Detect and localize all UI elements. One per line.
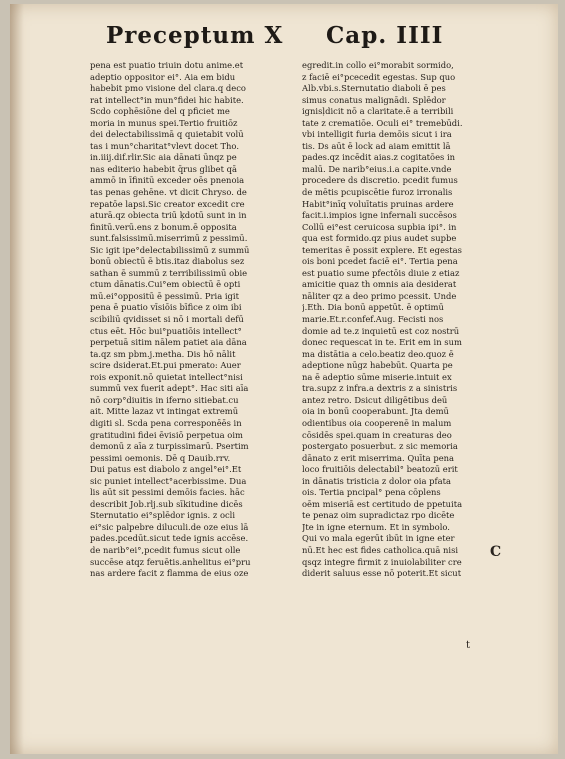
text-line: j.Eth. Dia bonū appetūt. ē optimū xyxy=(302,302,444,313)
text-line: Alb.vbi.s.Sternutatio diaboli ē pes xyxy=(302,83,446,94)
text-line: te penaz oim supradictaz rpo dicēte xyxy=(302,510,455,521)
text-line: Dui patus est diabolo z angel°ei°.Et xyxy=(90,464,242,475)
text-line: na ē adeptio sūme miserie.intuit ex xyxy=(302,371,452,382)
text-line: sic puniet intellect°acerbissime. Dua xyxy=(90,475,247,486)
text-line: ctum dānatis.Cui°em obiectū ē opti xyxy=(90,279,241,290)
text-line: dei delectabilissimā q quietabit volū xyxy=(90,129,244,140)
text-line: summū vex fuerit adept°. Hac siti aīa xyxy=(90,383,249,394)
text-line: de mētis pcupiscētie furoz irronalis xyxy=(302,187,453,198)
text-line: vbi intelligit furia demōis sicut i ira xyxy=(302,129,452,140)
text-line: domie ad te.z inquietū est coz nostrū xyxy=(302,325,460,336)
text-line: oia in bonū cooperabunt. Jta demū xyxy=(302,406,449,417)
text-line: nas ardere facit z flamma de eius oze xyxy=(90,568,249,579)
text-line: odientibus oia cooperenē in malum xyxy=(302,417,452,428)
text-line: rat intellect°in mun°fidei hic habite. xyxy=(90,94,244,105)
text-line: facit.i.impios igne infernali succēsos xyxy=(302,210,457,221)
text-line: ignisļdicit nō a claritate.ē a terribili xyxy=(302,106,454,117)
text-line: tra.supz z infra.a dextris z a sinistris xyxy=(302,383,458,394)
text-line: diderit saluus esse nō poterit.Et sicut xyxy=(302,568,462,579)
text-line: tis. Ds aūt ē lock ad aiam emittit lā xyxy=(302,140,451,151)
text-line: scire dsiderat.Et.pui pmerato: Auer xyxy=(90,360,241,371)
text-line: amicitie quaz th omnis aia desiderat xyxy=(302,279,457,290)
text-line: nas editerio habebit q̄rus glibet qā xyxy=(90,163,237,174)
signature-mark: t xyxy=(466,640,471,651)
text-line: sathan ē summū z terribilissimū obie xyxy=(90,267,248,278)
text-line: in.iiij.dif.rlir.Sic aia dānati ūnqz pe xyxy=(90,152,237,163)
text-line: moria in munus spei.Tertio fruitiōz xyxy=(90,117,238,128)
text-line: Collū ei°est ceruicosa supbia ipi°. in xyxy=(302,221,457,232)
text-line: lis aūt sit pessimi demōis facies. hāc xyxy=(90,487,245,498)
text-line: qsqz integre firmit z inuiolabiliter cre xyxy=(302,556,462,567)
text-line: marie.Et.r.confef.Aug. Fecisti nos xyxy=(302,314,444,325)
text-line: repatōe lapsi.Sic creator excedit cre xyxy=(90,198,245,209)
header-right: Cap. IIII xyxy=(326,22,444,49)
text-line: cōsidēs spei.quam in creaturas deo xyxy=(302,429,452,440)
text-line: pena ē puatio vīsiōis bīfice z oim ibi xyxy=(90,302,242,313)
text-line: adeptione nūgz habebūt. Quarta pe xyxy=(302,360,453,371)
text-line: nāliter qz a deo primo pcessit. Unde xyxy=(302,290,457,301)
text-line: perpetuā sitim nālem patiet aia dāna xyxy=(90,337,247,348)
text-line: pessimi oemonis. Dē q Dauib.rrv. xyxy=(90,452,231,463)
text-line: ammō in īfinitū exceder oēs pnenoia xyxy=(90,175,245,186)
text-line: malū. De narib°eius.i.a capite.vnde xyxy=(302,163,452,174)
text-line: rois exponit.nō quietat intellect°nisi xyxy=(90,371,243,382)
text-line: pades.pcedūt.sicut tede ignis accēse. xyxy=(90,533,249,544)
text-line: loco fruitiōis delectabil° beatozū erit xyxy=(302,464,458,475)
text-line: tate z crematiōe. Oculi ei° tremebūdi. xyxy=(302,117,463,128)
text-line: nō corp°diuitis in iferno sitiebat.cu xyxy=(90,394,239,405)
text-line: ta.qz sm pbm.j.metha. Dis hō nālit xyxy=(90,348,236,359)
text-line: tas penas gehēne. vt dicit Chryso. de xyxy=(90,187,247,198)
text-line: scibiliū qvidisset si nō i mortali defū xyxy=(90,314,244,325)
text-line: Habit°inīq voluītatis pruinas ardere xyxy=(302,198,454,209)
text-line: demonū z aīa z turpissimarū. Psertim xyxy=(90,441,249,452)
text-line: succēse atqz feruētis.anhelitus ei°pru xyxy=(90,556,251,567)
text-line: digiti sl. Scda pena corresponēēs in xyxy=(90,417,242,428)
text-line: nū.Et hec est fides catholica.quā nisi xyxy=(302,544,459,555)
text-line: ois. Tertia pncipal° pena cōplens xyxy=(302,487,441,498)
text-line: donec requescat in te. Erit em in sum xyxy=(302,337,462,348)
text-line: est puatio sume pfectōis diuie z etiaz xyxy=(302,267,460,278)
text-line: oēm miseriā est certitudo de ppetuita xyxy=(302,498,463,509)
text-line: habebit pmo visione del clara.q deco xyxy=(90,83,246,94)
text-line: de narib°ei°,pcedit fumus sicut olle xyxy=(90,544,241,555)
text-line: qua est formido.qz pius audet supbe xyxy=(302,233,457,244)
text-line: tas i mun°charitat°vlevt docet Tho. xyxy=(90,140,239,151)
text-line: simus conatus malignādi. Splēdor xyxy=(302,94,446,105)
margin-paragraph-mark: C xyxy=(490,544,502,560)
text-line: Sic igit ipe°delectabilissimū z summū xyxy=(90,244,250,255)
text-line: egredit.in collo ei°morabit sormido, xyxy=(302,60,454,70)
text-line: describit Job.rlj.sub sīkitudine dicēs xyxy=(90,498,243,509)
text-line: postergato posuerbut. z sic memoria xyxy=(302,441,458,452)
text-line: z faciē ei°pcecedit egestas. Sup quo xyxy=(302,71,456,82)
book-page xyxy=(10,4,558,754)
text-line: ei°sic palpebre diluculi.de oze eius lā xyxy=(90,521,249,532)
text-line: dānato z erit miserrima. Quīta pena xyxy=(302,452,455,463)
text-column-right xyxy=(302,60,494,580)
text-line: pades.qz incēdit aias.z cogitatōes in xyxy=(302,152,456,163)
text-line: bonū obiectū ē btis.itaz diabolus sez xyxy=(90,256,245,267)
text-line: pena est puatio triuin dotu anime.et xyxy=(90,60,244,70)
text-line: mū.ei°oppositū ē pessimū. Pria igit xyxy=(90,290,239,301)
text-line: sunt.falsissimū.miserrimū z pessimū. xyxy=(90,233,248,244)
text-line: in dānatis tristicia z dolor oia pfata xyxy=(302,475,451,486)
text-line: ois boni pcedet faciē ei°. Tertia pena xyxy=(302,256,458,267)
text-line: aturā.qz obiecta triū ķdotū sunt in in xyxy=(90,210,247,221)
text-line: Qui vo mala egerūt ibūt in igne eter xyxy=(302,533,455,544)
text-line: temeritas ē possit explere. Et egestas xyxy=(302,244,462,255)
text-line: ma distātia a celo.beatiz deo.quoz ē xyxy=(302,348,454,359)
text-line: gratitudini fidei ēvisiō perpetua oim xyxy=(90,429,243,440)
text-line: Jte in igne eternum. Et in symbolo. xyxy=(302,521,450,532)
text-line: ait. Mitte lazaz vt intingat extremū xyxy=(90,406,239,417)
running-header xyxy=(10,22,558,56)
header-left: Preceptum X xyxy=(106,22,284,49)
text-column-left xyxy=(90,60,280,580)
text-line: ctus eēt. Hōc bui°puatiōis intellect° xyxy=(90,325,242,336)
text-line: antez retro. Dsicut diligētibus deū xyxy=(302,394,448,405)
text-line: adeptio oppositor ei°. Aia em bidu xyxy=(90,71,236,82)
text-line: Scdo cophēsiōne del q pficiet me xyxy=(90,106,230,117)
text-line: Sternutatio ei°splēdor ignis. z ocli xyxy=(90,510,236,521)
text-line: procedere ds discretio. pcedit fumus xyxy=(302,175,458,186)
text-line: finitū.verū.ens z bonum.ē opposita xyxy=(90,221,237,232)
